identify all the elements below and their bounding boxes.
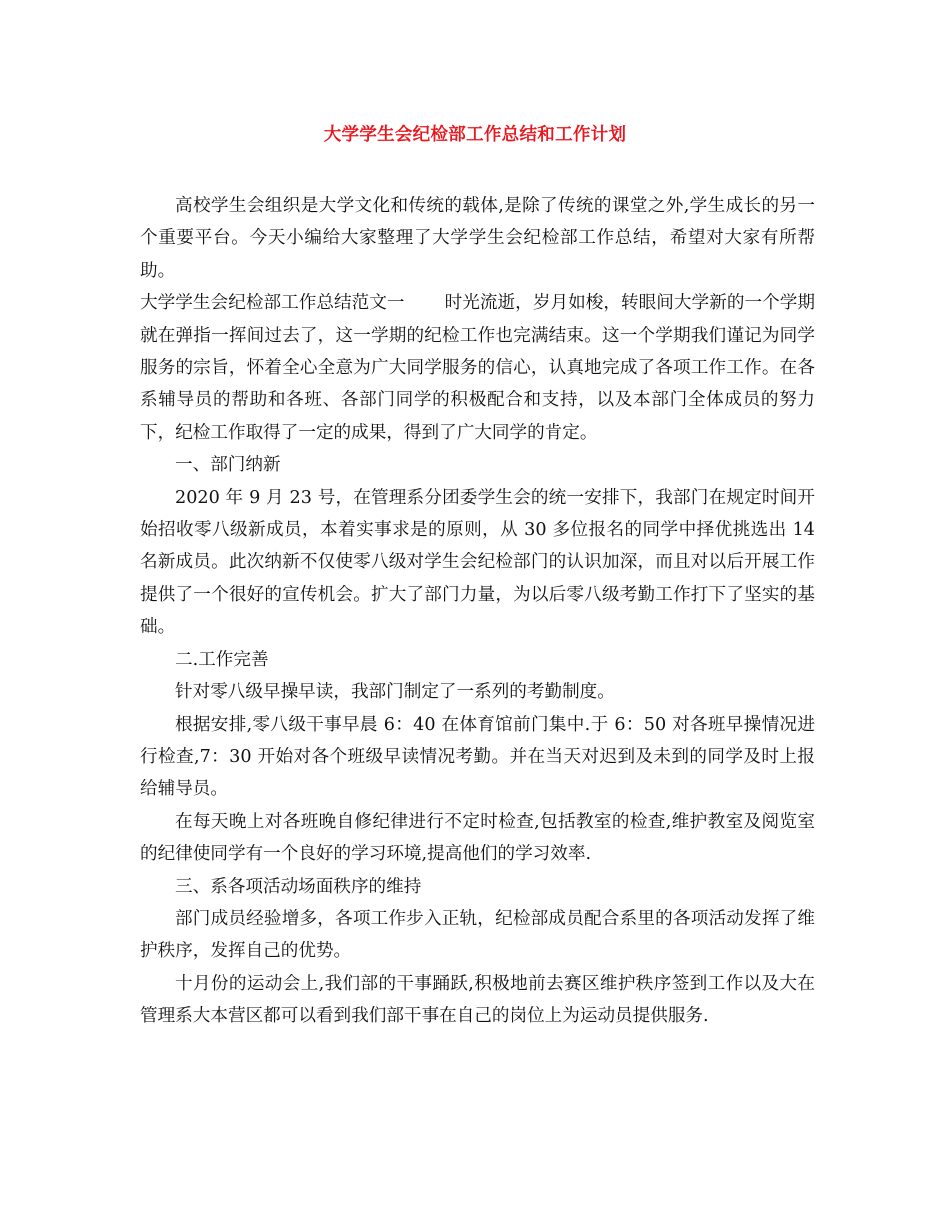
sample-heading: 大学学生会纪检部工作总结范文一 bbox=[140, 293, 405, 314]
section2-paragraph-2: 根据安排,零八级干事早晨 6：40 在体育馆前门集中.于 6：50 对各班早操情况进行检查,7：30 开始对各个班级早读情况考勤。并在当天对迟到及未到的同学及时上报给辅导员。 bbox=[140, 714, 815, 800]
sample-opening: 时光流逝，岁月如梭，转眼间大学新的一个学期就在弹指一挥间过去了，这一学期的纪检工作也完满结束。这一个学期我们谨记为同学服务的宗旨，怀着全心全意为广大同学服务的信心，认真地完成了各项工作工作。在各系辅导员的帮助和各班、各部门同学的积极配合和支持，以及本部门全体成员的努力下，纪检工作取得了一定的成果，得到了广大同学的肯定。 bbox=[140, 293, 815, 443]
document-body bbox=[140, 190, 815, 1033]
section1-heading: 一、部门纳新 bbox=[175, 455, 281, 476]
section2-paragraph-1: 针对零八级早操早读，我部门制定了一系列的考勤制度。 bbox=[175, 682, 615, 703]
sample-paragraph bbox=[140, 287, 815, 449]
section2-paragraph-3: 在每天晚上对各班晚自修纪律进行不定时检查,包括教室的检查,维护教室及阅览室的纪律使同学有一个良好的学习环境,提高他们的学习效率. bbox=[140, 811, 815, 865]
section3-heading: 三、系各项活动场面秩序的维持 bbox=[175, 876, 422, 897]
section2-heading: 二.工作完善 bbox=[175, 649, 269, 670]
document-title: 大学学生会纪检部工作总结和工作计划 bbox=[323, 125, 627, 145]
section3-paragraph-2: 十月份的运动会上,我们部的干事踊跃,积极地前去赛区维护秩序签到工作以及大在管理系大本营区都可以看到我们部干事在自己的岗位上为运动员提供服务. bbox=[140, 973, 815, 1027]
section1-paragraph: 2020 年 9 月 23 号，在管理系分团委学生会的统一安排下，我部门在规定时间开始招收零八级新成员，本着实事求是的原则，从 30 多位报名的同学中择优挑选出 14 名新成员。此次纳新不仅使零八级对学生会纪检部门的认识加深，而且对以后开展工作提供了一个很好的宣传机会。扩大了部门力量，为以后零八级考勤工作打下了坚实的基础。 bbox=[140, 487, 815, 638]
intro-paragraph: 高校学生会组织是大学文化和传统的载体,是除了传统的课堂之外,学生成长的另一个重要平台。今天小编给大家整理了大学学生会纪检部工作总结，希望对大家有所帮助。 bbox=[140, 196, 815, 281]
section3-paragraph-1: 部门成员经验增多，各项工作步入正轨，纪检部成员配合系里的各项活动发挥了维护秩序，发挥自己的优势。 bbox=[140, 908, 815, 962]
